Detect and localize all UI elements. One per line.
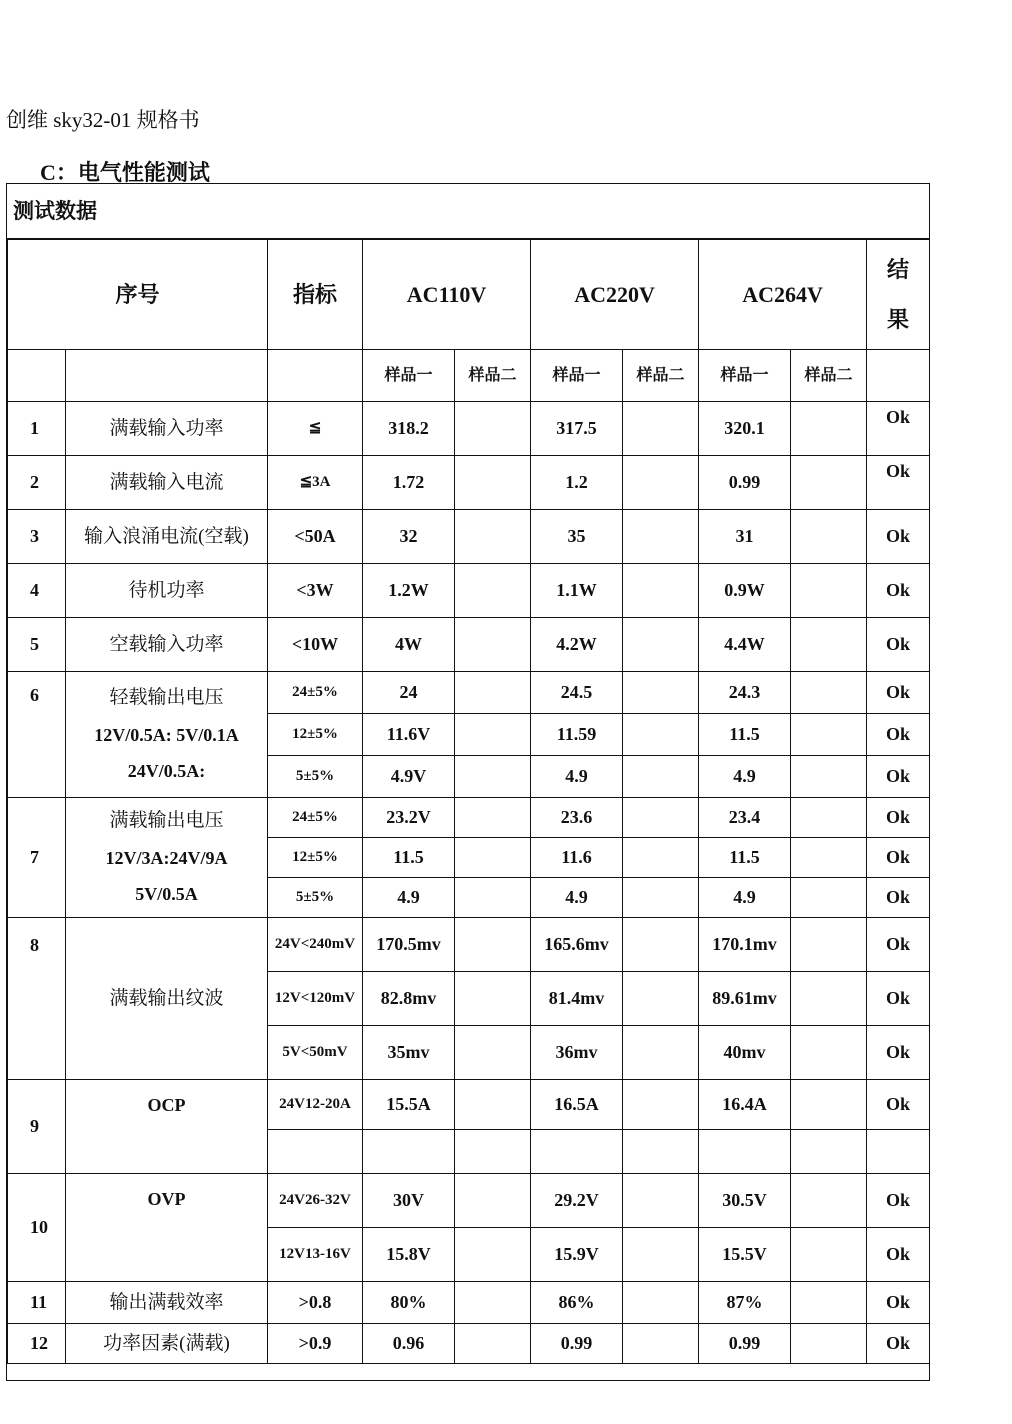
blank-cell [867, 350, 930, 402]
empty-cell [455, 1080, 531, 1130]
empty-cell [623, 878, 699, 918]
ac110-sample1: 样品一 [363, 350, 455, 402]
header-spec: 指标 [268, 240, 363, 350]
row-spec: 12V<120mV [268, 972, 363, 1026]
row-name: 满载输出纹波 [66, 918, 268, 1080]
ac110-value: 23.2V [363, 798, 455, 838]
row-name: 满载输出电压 [109, 810, 224, 832]
ac220-sample1: 样品一 [531, 350, 623, 402]
header-ac264: AC264V [699, 240, 867, 350]
ac110-value: 0.96 [363, 1324, 455, 1364]
empty-cell [791, 564, 867, 618]
row-no: 3 [8, 510, 66, 564]
empty-cell [791, 1228, 867, 1282]
ac110-value: 4.9 [363, 878, 455, 918]
empty-cell [791, 1130, 867, 1174]
table-row [8, 918, 930, 972]
row-name: 功率因素(满载) [66, 1324, 268, 1364]
row-spec: 5±5% [268, 878, 363, 918]
result-value: Ok [867, 456, 930, 510]
ac264-value: 40mv [699, 1026, 791, 1080]
ac110-value: 15.5A [363, 1080, 455, 1130]
row-name: 输入浪涌电流(空载) [66, 510, 268, 564]
ac110-value: 11.5 [363, 838, 455, 878]
ac220-sample2: 样品二 [623, 350, 699, 402]
row-no: 4 [8, 564, 66, 618]
header-ac110: AC110V [363, 240, 531, 350]
empty-cell [455, 756, 531, 798]
empty-cell [455, 878, 531, 918]
ac220-value: 1.1W [531, 564, 623, 618]
ac264-value: 0.99 [699, 1324, 791, 1364]
empty-cell [791, 756, 867, 798]
table-row [8, 564, 930, 618]
empty-cell [623, 1026, 699, 1080]
result-value: Ok [867, 878, 930, 918]
empty-cell [455, 456, 531, 510]
empty-cell [623, 672, 699, 714]
empty-cell [623, 1324, 699, 1364]
header-no: 序号 [8, 240, 268, 350]
empty-cell [623, 918, 699, 972]
empty-cell [623, 1282, 699, 1324]
row-name-sub: 24V/0.5A: [127, 761, 206, 782]
row-no: 5 [8, 618, 66, 672]
empty-cell [455, 402, 531, 456]
empty-cell [867, 1130, 930, 1174]
ac220-value: 11.6 [531, 838, 623, 878]
empty-cell [623, 402, 699, 456]
empty-cell [791, 456, 867, 510]
ac264-sample1: 样品一 [699, 350, 791, 402]
result-value: Ok [867, 510, 930, 564]
empty-cell [455, 798, 531, 838]
row-name: 轻载输出电压 [109, 687, 224, 709]
row-spec: <10W [268, 618, 363, 672]
ac110-value: 11.6V [363, 714, 455, 756]
table-row [8, 1080, 930, 1130]
empty-cell [455, 918, 531, 972]
empty-cell [455, 838, 531, 878]
ac264-value: 89.61mv [699, 972, 791, 1026]
row-spec: 5V<50mV [268, 1026, 363, 1080]
result-value: Ok [867, 1026, 930, 1080]
empty-cell [791, 878, 867, 918]
empty-cell [455, 672, 531, 714]
result-value: Ok [867, 672, 930, 714]
document-title: 创维 sky32-01 规格书 [6, 108, 200, 132]
table-caption: 测试数据 [7, 184, 929, 239]
empty-cell [455, 1228, 531, 1282]
empty-cell [455, 1130, 531, 1174]
empty-cell [623, 618, 699, 672]
row-no: 7 [8, 798, 66, 918]
empty-cell [791, 972, 867, 1026]
ac220-value: 11.59 [531, 714, 623, 756]
ac264-value: 4.9 [699, 878, 791, 918]
ac264-value: 320.1 [699, 402, 791, 456]
table-row [8, 618, 930, 672]
empty-cell [791, 1174, 867, 1228]
row-spec: ≦ [268, 402, 363, 456]
ac110-value: 1.72 [363, 456, 455, 510]
ac264-value: 15.5V [699, 1228, 791, 1282]
empty-cell [623, 456, 699, 510]
empty-cell [791, 798, 867, 838]
row-name: 输出满载效率 [66, 1282, 268, 1324]
row-spec: ≦3A [268, 456, 363, 510]
empty-cell [623, 756, 699, 798]
sample-header-row [8, 350, 930, 402]
row-spec: 12V13-16V [268, 1228, 363, 1282]
ac220-value: 29.2V [531, 1174, 623, 1228]
ac110-value: 15.8V [363, 1228, 455, 1282]
row-name-group [66, 672, 268, 798]
ac264-value: 31 [699, 510, 791, 564]
ac110-value: 318.2 [363, 402, 455, 456]
row-spec: 24V12-20A [268, 1080, 363, 1130]
row-name: OVP [66, 1174, 268, 1282]
ac220-value: 0.99 [531, 1324, 623, 1364]
ac264-value: 170.1mv [699, 918, 791, 972]
ac220-value: 24.5 [531, 672, 623, 714]
row-spec: 24±5% [268, 672, 363, 714]
result-value: Ok [867, 1324, 930, 1364]
table-row [8, 1282, 930, 1324]
empty-cell [623, 1228, 699, 1282]
result-value: Ok [867, 756, 930, 798]
ac220-value: 1.2 [531, 456, 623, 510]
row-no: 2 [8, 456, 66, 510]
empty-cell [791, 1080, 867, 1130]
ac110-value: 82.8mv [363, 972, 455, 1026]
test-data-table [6, 183, 930, 1381]
table-row [8, 1324, 930, 1364]
row-spec: 24V<240mV [268, 918, 363, 972]
ac264-value: 4.9 [699, 756, 791, 798]
row-spec: 12±5% [268, 714, 363, 756]
ac220-value: 4.9 [531, 756, 623, 798]
header-row [8, 240, 930, 350]
empty-cell [623, 714, 699, 756]
row-spec: <50A [268, 510, 363, 564]
ac220-value: 4.9 [531, 878, 623, 918]
empty-cell [268, 1130, 363, 1174]
ac110-sample2: 样品二 [455, 350, 531, 402]
ac220-value: 317.5 [531, 402, 623, 456]
empty-cell [791, 510, 867, 564]
ac220-value: 86% [531, 1282, 623, 1324]
empty-cell [623, 798, 699, 838]
ac110-value: 30V [363, 1174, 455, 1228]
empty-cell [455, 564, 531, 618]
empty-cell [623, 1174, 699, 1228]
empty-cell [455, 1026, 531, 1080]
ac220-value: 23.6 [531, 798, 623, 838]
result-value: Ok [867, 1228, 930, 1282]
blank-cell [268, 350, 363, 402]
result-value: Ok [867, 564, 930, 618]
empty-cell [455, 1174, 531, 1228]
empty-cell [791, 1282, 867, 1324]
ac220-value: 35 [531, 510, 623, 564]
empty-cell [455, 714, 531, 756]
result-value: Ok [867, 714, 930, 756]
ac264-value: 4.4W [699, 618, 791, 672]
ac264-value: 23.4 [699, 798, 791, 838]
empty-cell [455, 510, 531, 564]
empty-cell [623, 1130, 699, 1174]
empty-cell [455, 972, 531, 1026]
ac220-value: 4.2W [531, 618, 623, 672]
empty-cell [791, 1026, 867, 1080]
empty-cell [455, 618, 531, 672]
empty-cell [791, 672, 867, 714]
ac110-value: 32 [363, 510, 455, 564]
ac110-value: 4.9V [363, 756, 455, 798]
ac110-value: 24 [363, 672, 455, 714]
row-name-group [66, 798, 268, 918]
empty-cell [363, 1130, 455, 1174]
row-no: 10 [8, 1174, 66, 1282]
header-result [867, 240, 930, 350]
result-value: Ok [867, 402, 930, 456]
result-value: Ok [867, 798, 930, 838]
table-row [8, 402, 930, 456]
ac264-value: 16.4A [699, 1080, 791, 1130]
empty-cell [791, 918, 867, 972]
row-spec: <3W [268, 564, 363, 618]
ac264-value: 11.5 [699, 714, 791, 756]
result-value: Ok [867, 918, 930, 972]
ac264-sample2: 样品二 [791, 350, 867, 402]
header-result-char-1: 结 [887, 257, 910, 282]
ac110-value: 35mv [363, 1026, 455, 1080]
empty-cell [791, 1324, 867, 1364]
row-name: 待机功率 [66, 564, 268, 618]
empty-cell [531, 1130, 623, 1174]
empty-cell [791, 618, 867, 672]
ac110-value: 80% [363, 1282, 455, 1324]
empty-cell [791, 838, 867, 878]
ac264-value: 24.3 [699, 672, 791, 714]
ac220-value: 15.9V [531, 1228, 623, 1282]
row-spec: 24V26-32V [268, 1174, 363, 1228]
ac264-value: 87% [699, 1282, 791, 1324]
ac220-value: 16.5A [531, 1080, 623, 1130]
row-no: 11 [8, 1282, 66, 1324]
ac264-value: 30.5V [699, 1174, 791, 1228]
empty-cell [623, 1080, 699, 1130]
blank-cell [8, 350, 66, 402]
result-value: Ok [867, 618, 930, 672]
row-no: 1 [8, 402, 66, 456]
empty-cell [699, 1130, 791, 1174]
blank-cell [66, 350, 268, 402]
ac220-value: 36mv [531, 1026, 623, 1080]
ac110-value: 170.5mv [363, 918, 455, 972]
empty-cell [791, 402, 867, 456]
row-no: 8 [8, 918, 66, 1080]
result-value: Ok [867, 1282, 930, 1324]
row-name: OCP [66, 1080, 268, 1174]
table-row [8, 510, 930, 564]
row-name-sub: 12V/0.5A: 5V/0.1A [94, 724, 239, 745]
empty-cell [623, 838, 699, 878]
table-row [8, 1174, 930, 1228]
result-value: Ok [867, 1174, 930, 1228]
result-value: Ok [867, 972, 930, 1026]
row-spec: 12±5% [268, 838, 363, 878]
section-title: C：电气性能测试 [40, 160, 210, 185]
empty-cell [791, 714, 867, 756]
ac264-value: 11.5 [699, 838, 791, 878]
result-value: Ok [867, 1080, 930, 1130]
row-name: 满载输入电流 [66, 456, 268, 510]
ac110-value: 4W [363, 618, 455, 672]
row-name: 空载输入功率 [66, 618, 268, 672]
test-data-grid [7, 239, 930, 1364]
header-ac220: AC220V [531, 240, 699, 350]
row-name-sub: 5V/0.5A [135, 884, 198, 905]
empty-cell [623, 972, 699, 1026]
row-spec: >0.9 [268, 1324, 363, 1364]
empty-cell [455, 1324, 531, 1364]
ac220-value: 165.6mv [531, 918, 623, 972]
row-spec: 24±5% [268, 798, 363, 838]
ac264-value: 0.9W [699, 564, 791, 618]
row-no: 6 [8, 672, 66, 798]
table-row [8, 798, 930, 838]
row-no: 12 [8, 1324, 66, 1364]
row-name-sub: 12V/3A:24V/9A [105, 847, 228, 868]
header-result-char-2: 果 [887, 306, 910, 332]
ac220-value: 81.4mv [531, 972, 623, 1026]
ac110-value: 1.2W [363, 564, 455, 618]
table-row [8, 456, 930, 510]
row-spec: 5±5% [268, 756, 363, 798]
empty-cell [623, 564, 699, 618]
row-name: 满载输入功率 [66, 402, 268, 456]
empty-cell [455, 1282, 531, 1324]
ac264-value: 0.99 [699, 456, 791, 510]
row-spec: >0.8 [268, 1282, 363, 1324]
empty-cell [623, 510, 699, 564]
row-no: 9 [8, 1080, 66, 1174]
result-value: Ok [867, 838, 930, 878]
table-row [8, 672, 930, 714]
